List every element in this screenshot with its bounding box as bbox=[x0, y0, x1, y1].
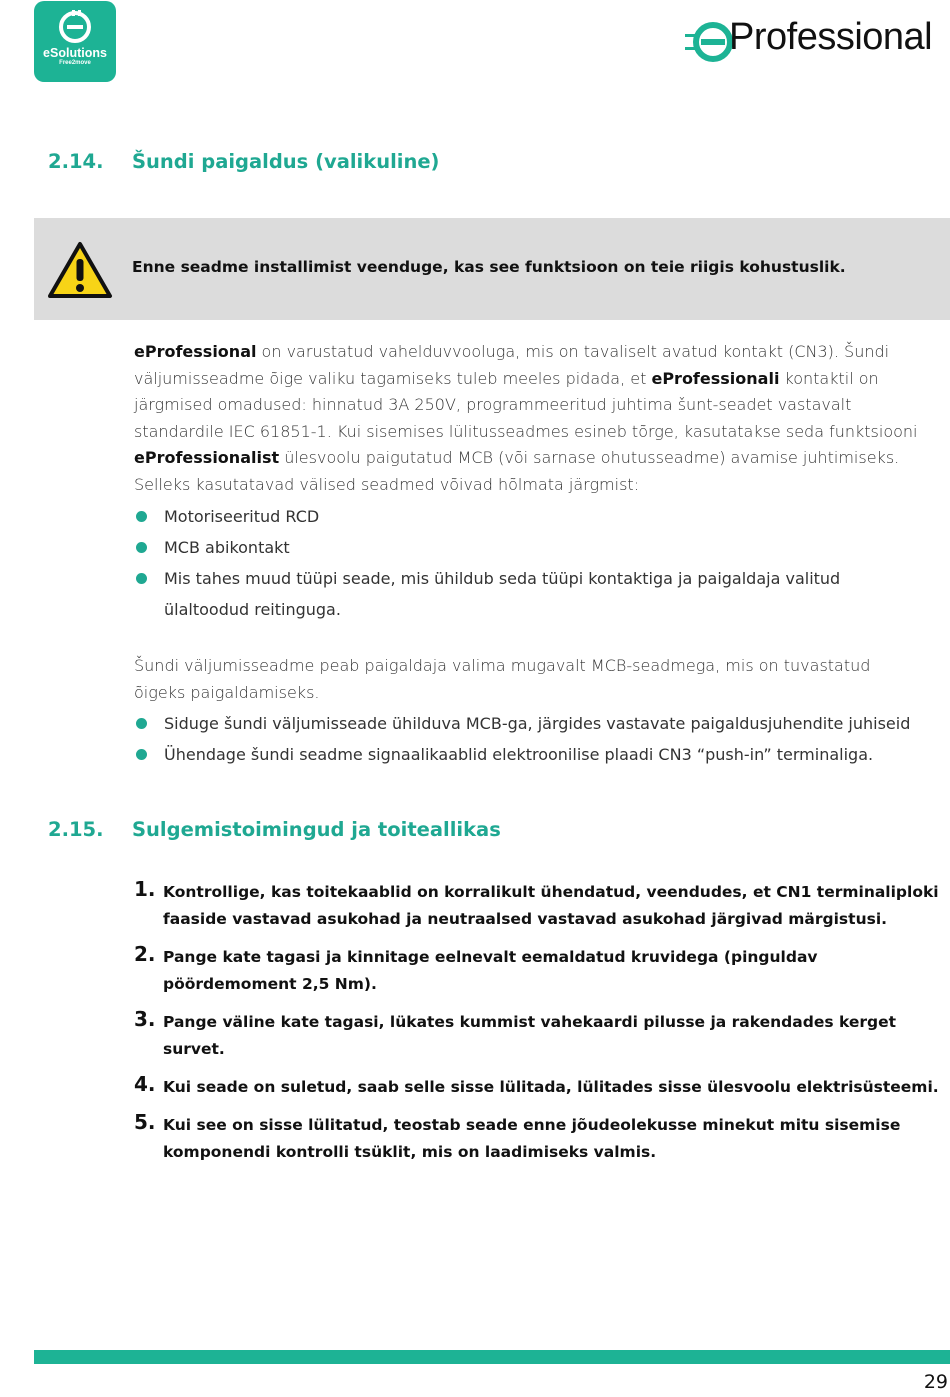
warning-text: Enne seadme installimist veenduge, kas see funktsioon on teie riigis kohustuslik. bbox=[132, 258, 846, 276]
list-item bbox=[134, 742, 910, 773]
step-item bbox=[134, 1112, 939, 1166]
paragraph-line bbox=[134, 339, 917, 366]
paragraph-line bbox=[134, 419, 917, 446]
closing-steps-list bbox=[134, 879, 939, 1166]
esolutions-logo bbox=[34, 1, 116, 82]
list-item bbox=[134, 535, 840, 566]
brand-name: eProfessionalist bbox=[134, 448, 280, 468]
section-215-number: 2.15. bbox=[48, 818, 104, 841]
step-line: Pange kate tagasi ja kinnitage eelnevalt eemaldatud kruvidega (pinguldav bbox=[163, 948, 818, 966]
step-line: Pange väline kate tagasi, lükates kummist vahekaardi pilusse ja rakendades kerget bbox=[163, 1013, 897, 1031]
list-item bbox=[134, 504, 840, 535]
brand-name: eProfessional bbox=[134, 342, 257, 361]
list-item bbox=[134, 711, 910, 742]
step-line: Kui see on sisse lülitatud, teostab seade enne jõudeolekusse minekut mitu sisemise bbox=[163, 1116, 901, 1134]
text-run: järgmised omadused: hinnatud 3A 250V, programmeeritud juhtima šunt-seadet vastavalt bbox=[134, 395, 852, 415]
text-run: on varustatud vahelduvvooluga, mis on tavaliselt avatud kontakt (CN3). Šundi bbox=[256, 342, 890, 361]
list-item-continuation bbox=[134, 597, 840, 628]
section-215-heading bbox=[48, 818, 501, 841]
page-number: 29 bbox=[923, 1371, 948, 1393]
step-number: 1. bbox=[134, 877, 156, 901]
list-item-text: Motoriseeritud RCD bbox=[164, 507, 320, 526]
paragraph-line: Šundi väljumisseadme peab paigaldaja valima mugavalt MCB-seadmega, mis on tuvastatud bbox=[134, 656, 871, 675]
list-item-text: Mis tahes muud tüüpi seade, mis ühildub seda tüüpi kontaktiga ja paigaldaja valitud bbox=[164, 569, 841, 588]
list-item bbox=[134, 566, 840, 597]
step-line: pöördemoment 2,5 Nm). bbox=[163, 975, 377, 993]
step-item bbox=[134, 1009, 939, 1063]
brand-name: eProfessionali bbox=[651, 368, 780, 388]
footer-accent-bar bbox=[34, 1350, 950, 1364]
step-line: faaside vastavad asukohad ja neutraalsed vastavad asukohad järgivad märgistusi. bbox=[163, 910, 888, 928]
list-item-text: ülaltoodud reitinguga. bbox=[164, 600, 341, 619]
text-run: ülesvoolu paigutatud MCB (või sarnase ohutusseadme) avamise juhtimiseks. bbox=[279, 448, 900, 468]
warning-box bbox=[34, 218, 950, 320]
text-run: kontaktil on bbox=[779, 368, 879, 388]
text-run: väljumisseadme õige valiku tagamiseks tuleb meeles pidada, et bbox=[134, 368, 652, 388]
step-number: 2. bbox=[134, 942, 156, 966]
paragraph-line: õigeks paigaldamiseks. bbox=[134, 682, 320, 702]
esolutions-brand-text: eSolutions bbox=[43, 46, 107, 60]
text-run: standardile IEC 61851-1. Kui sisemises lülitusseadmes esineb tõrge, kasutatakse seda funktsiooni bbox=[134, 421, 918, 441]
section-214-title: Šundi paigaldus (valikuline) bbox=[132, 150, 440, 173]
bullet-dot-icon bbox=[136, 749, 147, 760]
step-line: Kui seade on suletud, saab selle sisse lülitada, lülitades sisse ülesvoolu elektrisüsteemi. bbox=[163, 1078, 939, 1096]
section-214-number: 2.14. bbox=[48, 150, 104, 173]
step-item bbox=[134, 879, 939, 933]
list-item-text: MCB abikontakt bbox=[164, 538, 290, 557]
step-line: Kontrollige, kas toitekaablid on korralikult ühendatud, veendudes, et CN1 terminaliploki bbox=[163, 883, 939, 901]
bullet-dot-icon bbox=[136, 718, 147, 729]
paragraph-shunt-selection bbox=[134, 653, 870, 706]
paragraph-line bbox=[134, 445, 917, 472]
eprofessional-logo bbox=[685, 14, 950, 68]
section-215-title: Sulgemistoimingud ja toiteallikas bbox=[132, 818, 501, 841]
list-item-text: Ühendage šundi seadme signaalikaablid elektroonilise plaadi CN3 “push-in” terminaliga. bbox=[164, 745, 874, 764]
list-item-text: Siduge šundi väljumisseade ühilduva MCB-ga, järgides vastavate paigaldusjuhendite juhiseid bbox=[164, 714, 911, 733]
paragraph-line bbox=[134, 366, 917, 393]
paragraph-line bbox=[134, 392, 917, 419]
bullet-dot-icon bbox=[136, 542, 147, 553]
bullet-dot-icon bbox=[136, 573, 147, 584]
free2move-text: Free2move bbox=[59, 60, 91, 66]
warning-triangle-icon bbox=[47, 241, 113, 299]
esolutions-e-icon bbox=[58, 10, 92, 44]
step-number: 3. bbox=[134, 1007, 156, 1031]
text-run: Selleks kasutatavad välised seadmed võivad hõlmata järgmist: bbox=[134, 474, 640, 494]
step-item bbox=[134, 1074, 939, 1101]
device-bullet-list bbox=[134, 504, 840, 628]
paragraph-line bbox=[134, 472, 917, 499]
eprofessional-logo-text: Professional bbox=[729, 16, 933, 58]
step-number: 4. bbox=[134, 1072, 156, 1096]
step-item bbox=[134, 944, 939, 998]
instruction-bullet-list bbox=[134, 711, 910, 773]
step-line: komponendi kontrolli tsüklit, mis on laadimiseks valmis. bbox=[163, 1143, 657, 1161]
eprofessional-e-icon bbox=[685, 18, 733, 66]
paragraph-shunt-intro bbox=[134, 339, 917, 499]
step-line: survet. bbox=[163, 1040, 225, 1058]
section-214-heading bbox=[48, 150, 439, 173]
step-number: 5. bbox=[134, 1110, 156, 1134]
bullet-dot-icon bbox=[136, 511, 147, 522]
